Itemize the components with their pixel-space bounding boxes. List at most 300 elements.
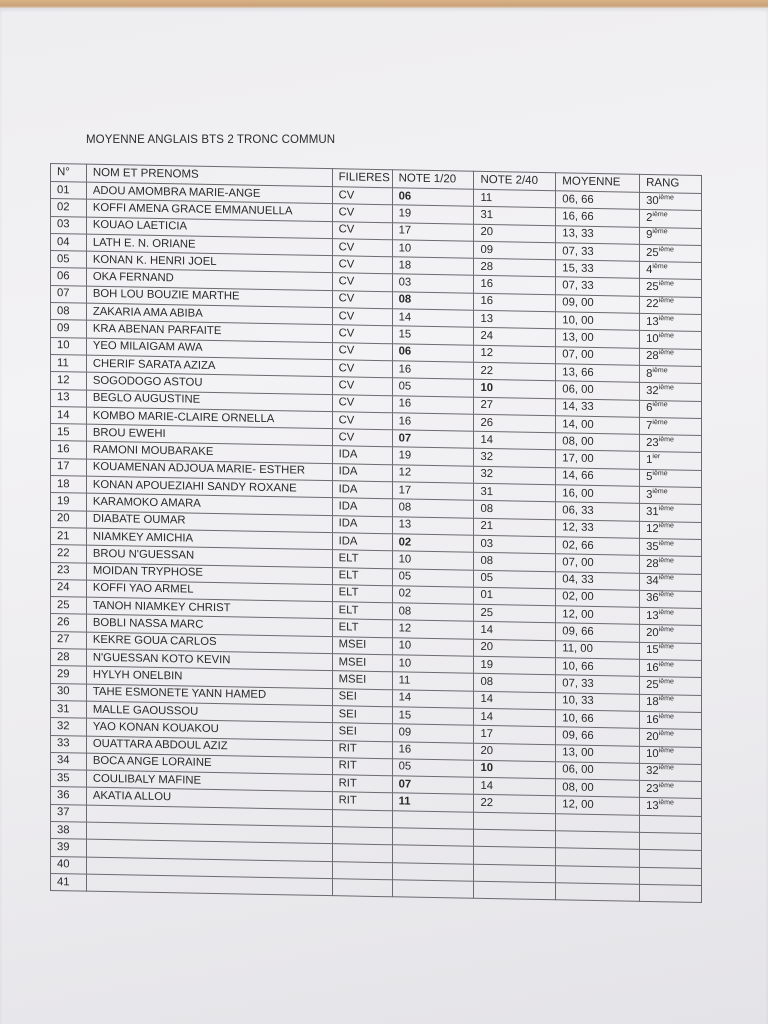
filiere-cell: ELT — [332, 602, 392, 620]
row-number: 41 — [51, 873, 87, 891]
note1-cell: 10 — [392, 655, 474, 674]
row-number: 02 — [51, 199, 87, 217]
moyenne-cell: 10, 00 — [556, 312, 640, 331]
filiere-cell: SEI — [332, 688, 392, 706]
note2-cell: 03 — [474, 535, 556, 554]
rang-value: 25 — [646, 678, 659, 692]
note1-cell — [392, 845, 474, 864]
row-number: 28 — [51, 649, 87, 667]
rang-cell — [640, 677, 702, 695]
note2-cell: 14 — [474, 431, 556, 450]
rang-suffix: ième — [658, 349, 674, 357]
rang-value: 34 — [646, 575, 659, 588]
student-name: COULIBALY MAFINE — [86, 770, 332, 792]
filiere-cell: MSEI — [332, 671, 392, 689]
filiere-cell: CV — [332, 256, 392, 274]
rang-cell — [640, 763, 702, 781]
note1-cell: 14 — [392, 689, 474, 708]
rang-cell — [640, 556, 702, 574]
student-name: OUATTARA ABDOUL AZIZ — [86, 736, 332, 758]
rang-value: 20 — [646, 626, 659, 640]
rang-suffix: ième — [658, 626, 674, 634]
rang-value: 9 — [646, 229, 653, 242]
note1-cell: 16 — [392, 395, 474, 414]
rang-suffix: ième — [658, 730, 674, 738]
moyenne-cell — [556, 848, 640, 867]
row-number: 25 — [51, 597, 87, 615]
note2-cell: 09 — [474, 241, 556, 260]
rang-value: 32 — [646, 384, 659, 398]
moyenne-cell: 13, 00 — [556, 329, 640, 348]
note1-cell: 14 — [392, 309, 474, 328]
moyenne-cell — [556, 865, 640, 884]
note1-cell: 07 — [392, 430, 474, 449]
student-name: CHERIF SARATA AZIZA — [86, 355, 332, 377]
note2-cell: 28 — [474, 258, 556, 277]
rang-cell — [640, 261, 702, 279]
row-number: 30 — [51, 683, 87, 701]
row-number: 01 — [51, 182, 87, 200]
note1-cell: 09 — [392, 724, 474, 743]
note2-cell: 20 — [474, 639, 556, 658]
rang-value: 13 — [646, 799, 659, 813]
student-name: ZAKARIA AMA ABIBA — [86, 303, 332, 325]
rang-value: 25 — [646, 281, 659, 294]
filiere-cell: IDA — [332, 481, 392, 499]
rang-suffix: ième — [658, 193, 674, 202]
moyenne-cell: 15, 33 — [556, 260, 640, 279]
note1-cell: 16 — [392, 413, 474, 432]
moyenne-cell — [556, 831, 640, 850]
document-title: MOYENNE ANGLAIS BTS 2 TRONC COMMUN — [86, 134, 336, 146]
moyenne-cell: 10, 66 — [556, 710, 640, 729]
filiere-cell: CV — [332, 239, 392, 257]
filiere-cell: CV — [332, 342, 392, 360]
note2-cell: 11 — [474, 189, 556, 208]
moyenne-cell: 12, 00 — [556, 796, 640, 815]
filiere-cell: CV — [332, 204, 392, 222]
rang-suffix: ième — [652, 418, 668, 426]
student-name: BOCA ANGE LORAINE — [86, 753, 332, 775]
filiere-cell: RIT — [332, 792, 392, 810]
note2-cell: 31 — [474, 483, 556, 502]
student-name: KOMBO MARIE-CLAIRE ORNELLA — [86, 407, 332, 429]
rang-suffix: ième — [658, 297, 674, 305]
rang-value: 8 — [646, 367, 653, 380]
student-name: KONAN APOUEZIAHI SANDY ROXANE — [86, 476, 332, 498]
note2-cell: 14 — [474, 691, 556, 710]
rang-value: 13 — [646, 609, 659, 622]
note1-cell: 19 — [392, 447, 474, 466]
rang-value: 6 — [646, 402, 653, 415]
note2-cell: 13 — [474, 310, 556, 329]
student-name: OKA FERNAND — [86, 269, 332, 291]
row-number: 37 — [51, 804, 87, 822]
rang-cell — [640, 434, 702, 452]
moyenne-cell: 07, 33 — [556, 277, 640, 296]
student-name: DIABATE OUMAR — [86, 511, 332, 533]
rang-suffix: ième — [652, 228, 668, 236]
rang-cell — [640, 746, 702, 764]
moyenne-cell: 06, 00 — [556, 762, 640, 781]
student-name: KARAMOKO AMARA — [86, 494, 332, 516]
rang-cell — [640, 711, 702, 729]
rang-cell — [640, 659, 702, 677]
rang-cell — [640, 417, 702, 435]
rang-cell — [640, 850, 702, 868]
rang-value: 31 — [646, 505, 659, 519]
filiere-cell: CV — [332, 394, 392, 412]
student-name: KOUAO LAETICIA — [86, 217, 332, 239]
moyenne-cell: 08, 00 — [556, 433, 640, 452]
rang-suffix: ier — [652, 453, 661, 461]
note2-cell: 08 — [474, 553, 556, 572]
row-number: 07 — [51, 285, 87, 303]
student-name: SOGODOGO ASTOU — [86, 372, 332, 394]
row-number: 31 — [51, 700, 87, 718]
filiere-cell: CV — [332, 290, 392, 308]
row-number: 12 — [51, 372, 87, 390]
moyenne-cell — [556, 813, 640, 832]
rang-suffix: ième — [658, 591, 674, 599]
rang-value: 28 — [646, 557, 659, 571]
rang-value: 35 — [646, 540, 659, 553]
student-name: TANOH NIAMKEY CHRIST — [86, 597, 332, 619]
row-number: 40 — [51, 856, 87, 874]
note2-cell: 27 — [474, 397, 556, 416]
note2-cell — [474, 864, 556, 883]
moyenne-cell: 14, 00 — [556, 416, 640, 435]
rang-cell — [640, 521, 702, 539]
rang-cell — [640, 815, 702, 833]
row-number: 23 — [51, 562, 87, 580]
rang-cell — [640, 400, 702, 418]
note1-cell: 12 — [392, 465, 474, 484]
note1-cell: 16 — [392, 361, 474, 380]
filiere-cell: ELT — [332, 619, 392, 637]
student-name: YAO KONAN KOUAKOU — [86, 718, 332, 740]
note2-cell: 25 — [474, 604, 556, 623]
filiere-cell: ELT — [332, 567, 392, 585]
row-number: 04 — [51, 233, 87, 251]
student-name: LATH E. N. ORIANE — [86, 234, 332, 256]
rang-suffix: ième — [652, 262, 668, 271]
note1-cell: 12 — [392, 620, 474, 639]
note1-cell: 06 — [392, 188, 474, 207]
note1-cell: 06 — [392, 343, 474, 362]
filiere-cell: IDA — [332, 498, 392, 516]
note1-cell: 02 — [392, 534, 474, 553]
rang-value: 10 — [646, 748, 659, 761]
moyenne-cell: 06, 00 — [556, 381, 640, 400]
student-name: RAMONI MOUBARAKE — [86, 442, 332, 464]
row-number: 36 — [51, 787, 87, 805]
rang-cell — [640, 486, 702, 504]
rang-cell — [640, 590, 702, 608]
student-name: BOH LOU BOUZIE MARTHE — [86, 286, 332, 308]
filiere-cell — [332, 827, 392, 845]
moyenne-cell: 12, 00 — [556, 606, 640, 625]
rang-cell — [640, 504, 702, 522]
note2-cell: 26 — [474, 414, 556, 433]
header-num: N° — [51, 164, 87, 183]
moyenne-cell: 07, 00 — [556, 346, 640, 365]
row-number: 32 — [51, 718, 87, 736]
rang-value: 13 — [646, 315, 659, 328]
rang-suffix: ième — [658, 557, 674, 565]
row-number: 05 — [51, 251, 87, 269]
filiere-cell: CV — [332, 377, 392, 395]
filiere-cell: RIT — [332, 757, 392, 775]
moyenne-cell: 04, 33 — [556, 571, 640, 590]
filiere-cell: IDA — [332, 463, 392, 481]
rang-cell — [640, 313, 702, 331]
student-name: AKATIA ALLOU — [86, 788, 332, 810]
rang-cell — [640, 279, 702, 297]
rang-cell — [640, 244, 702, 262]
rang-suffix: ième — [658, 764, 674, 772]
rang-suffix: ième — [658, 660, 674, 669]
note2-cell: 32 — [474, 466, 556, 485]
filiere-cell: CV — [332, 187, 392, 205]
filiere-cell — [332, 879, 392, 897]
moyenne-cell: 07, 33 — [556, 675, 640, 694]
moyenne-cell: 09, 66 — [556, 727, 640, 746]
rang-value: 2 — [646, 211, 653, 224]
moyenne-cell: 14, 66 — [556, 468, 640, 487]
student-name: BEGLO AUGUSTINE — [86, 390, 332, 412]
rang-cell — [640, 884, 702, 902]
rang-value: 15 — [646, 644, 659, 657]
note1-cell: 10 — [392, 240, 474, 259]
rang-value: 28 — [646, 350, 659, 363]
note2-cell: 24 — [474, 328, 556, 347]
note1-cell: 05 — [392, 759, 474, 778]
moyenne-cell: 06, 33 — [556, 502, 640, 521]
rang-value: 32 — [646, 765, 659, 778]
moyenne-cell: 17, 00 — [556, 450, 640, 469]
rang-suffix: ième — [658, 678, 674, 686]
rang-value: 23 — [646, 436, 659, 449]
note1-cell — [392, 862, 474, 881]
rang-value: 12 — [646, 523, 659, 536]
rang-cell — [640, 452, 702, 470]
grades-table — [50, 163, 702, 903]
note2-cell: 31 — [474, 207, 556, 226]
note2-cell: 08 — [474, 501, 556, 520]
filiere-cell: CV — [332, 429, 392, 447]
note1-cell: 02 — [392, 586, 474, 605]
student-name: KOFFI AMENA GRACE EMMANUELLA — [86, 199, 332, 221]
note2-cell: 20 — [474, 743, 556, 762]
note1-cell — [392, 810, 474, 829]
filiere-cell: CV — [332, 308, 392, 326]
moyenne-cell: 07, 33 — [556, 243, 640, 262]
note2-cell: 01 — [474, 587, 556, 606]
filiere-cell: CV — [332, 273, 392, 291]
note1-cell — [392, 828, 474, 847]
rang-value: 23 — [646, 782, 659, 795]
filiere-cell — [332, 809, 392, 827]
header-rang: RANG — [640, 174, 702, 193]
rang-value: 7 — [646, 419, 653, 432]
moyenne-cell — [556, 883, 640, 902]
note2-cell: 10 — [474, 380, 556, 399]
filiere-cell: ELT — [332, 584, 392, 602]
rang-suffix: ième — [658, 384, 674, 392]
moyenne-cell: 08, 00 — [556, 779, 640, 798]
row-number: 17 — [51, 458, 87, 476]
note1-cell: 05 — [392, 568, 474, 587]
rang-cell — [640, 469, 702, 487]
row-number: 11 — [51, 354, 87, 372]
row-number: 34 — [51, 752, 87, 770]
rang-value: 16 — [646, 713, 659, 726]
note2-cell: 19 — [474, 656, 556, 675]
student-name: KOFFI YAO ARMEL — [86, 580, 332, 602]
rang-value: 25 — [646, 246, 659, 259]
rang-cell — [640, 780, 702, 798]
note1-cell: 17 — [392, 482, 474, 501]
row-number: 22 — [51, 545, 87, 563]
filiere-cell: CV — [332, 412, 392, 430]
row-number: 13 — [51, 389, 87, 407]
student-name: KRA ABENAN PARFAITE — [86, 321, 332, 343]
rang-cell — [640, 192, 702, 210]
filiere-cell: SEI — [332, 706, 392, 724]
rang-cell — [640, 832, 702, 850]
rang-value: 1 — [646, 454, 653, 467]
note2-cell: 16 — [474, 293, 556, 312]
rang-value: 20 — [646, 730, 659, 744]
rang-value: 16 — [646, 661, 659, 674]
rang-cell — [640, 210, 702, 228]
row-number: 24 — [51, 579, 87, 597]
rang-suffix: ième — [658, 522, 674, 530]
note2-cell: 12 — [474, 345, 556, 364]
note1-cell: 05 — [392, 378, 474, 397]
note1-cell: 16 — [392, 741, 474, 760]
note2-cell: 05 — [474, 570, 556, 589]
student-name: BROU EWEHI — [86, 424, 332, 446]
rang-suffix: ième — [658, 574, 674, 582]
student-name: BOBLI NASSA MARC — [86, 615, 332, 637]
moyenne-cell: 14, 33 — [556, 398, 640, 417]
moyenne-cell: 06, 66 — [556, 191, 640, 210]
note1-cell: 08 — [392, 603, 474, 622]
header-note2: NOTE 2/40 — [474, 171, 556, 191]
note1-cell: 07 — [392, 776, 474, 795]
moyenne-cell: 16, 00 — [556, 485, 640, 504]
note2-cell: 22 — [474, 795, 556, 814]
filiere-cell: MSEI — [332, 636, 392, 654]
moyenne-cell: 12, 33 — [556, 519, 640, 538]
row-number: 15 — [51, 424, 87, 442]
rang-suffix: ième — [658, 314, 674, 323]
moyenne-cell: 02, 00 — [556, 589, 640, 608]
note1-cell: 13 — [392, 516, 474, 535]
rang-value: 36 — [646, 592, 659, 605]
rang-suffix: ième — [658, 332, 674, 340]
rang-suffix: ième — [658, 608, 674, 617]
row-number: 16 — [51, 441, 87, 459]
note2-cell: 22 — [474, 362, 556, 381]
row-number: 18 — [51, 476, 87, 494]
note1-cell: 15 — [392, 326, 474, 345]
rang-cell — [640, 625, 702, 643]
row-number: 14 — [51, 406, 87, 424]
note1-cell: 19 — [392, 205, 474, 224]
note2-cell: 08 — [474, 674, 556, 693]
rang-cell — [640, 227, 702, 245]
filiere-cell: IDA — [332, 533, 392, 551]
row-number: 38 — [51, 821, 87, 839]
note1-cell: 17 — [392, 222, 474, 241]
note2-cell: 17 — [474, 725, 556, 744]
student-name: KONAN K. HENRI JOEL — [86, 251, 332, 273]
rang-value: 30 — [646, 194, 659, 207]
moyenne-cell: 13, 00 — [556, 744, 640, 763]
rang-value: 3 — [646, 488, 653, 501]
rang-value: 4 — [646, 263, 653, 276]
note2-cell: 20 — [474, 224, 556, 243]
row-number: 33 — [51, 735, 87, 753]
filiere-cell: ELT — [332, 550, 392, 568]
student-name: ADOU AMOMBRA MARIE-ANGE — [86, 182, 332, 204]
note2-cell: 14 — [474, 708, 556, 727]
note2-cell: 21 — [474, 518, 556, 537]
moyenne-cell: 09, 00 — [556, 295, 640, 314]
note2-cell: 14 — [474, 622, 556, 641]
paper-sheet — [0, 8, 768, 1024]
row-number: 35 — [51, 770, 87, 788]
rang-suffix: ième — [658, 435, 674, 444]
moyenne-cell: 07, 00 — [556, 554, 640, 573]
row-number: 08 — [51, 303, 87, 321]
rang-value: 10 — [646, 332, 659, 346]
header-name: NOM ET PRENOMS — [86, 164, 332, 187]
moyenne-cell: 16, 66 — [556, 208, 640, 227]
filiere-cell — [332, 844, 392, 862]
rang-suffix: ième — [652, 470, 668, 478]
rang-suffix: ième — [658, 747, 674, 755]
moyenne-cell: 10, 66 — [556, 658, 640, 677]
rang-suffix: ième — [658, 505, 674, 513]
note1-cell: 18 — [392, 257, 474, 276]
rang-value: 18 — [646, 696, 659, 709]
note2-cell — [474, 829, 556, 848]
rang-suffix: ième — [658, 712, 674, 720]
note1-cell: 10 — [392, 637, 474, 656]
rang-cell — [640, 538, 702, 556]
student-name: MALLE GAOUSSOU — [86, 701, 332, 723]
student-name: NIAMKEY AMICHIA — [86, 528, 332, 550]
row-number: 03 — [51, 216, 87, 234]
row-number: 21 — [51, 527, 87, 545]
table-body — [51, 182, 702, 903]
student-name: MOIDAN TRYPHOSE — [86, 563, 332, 585]
filiere-cell: SEI — [332, 723, 392, 741]
rang-cell — [640, 348, 702, 366]
rang-suffix: ième — [658, 781, 674, 790]
note2-cell: 32 — [474, 449, 556, 468]
row-number: 20 — [51, 510, 87, 528]
note1-cell: 10 — [392, 551, 474, 570]
rang-cell — [640, 729, 702, 747]
note1-cell: 08 — [392, 292, 474, 311]
student-name: HYLYH ONELBIN — [86, 666, 332, 688]
note2-cell — [474, 812, 556, 831]
